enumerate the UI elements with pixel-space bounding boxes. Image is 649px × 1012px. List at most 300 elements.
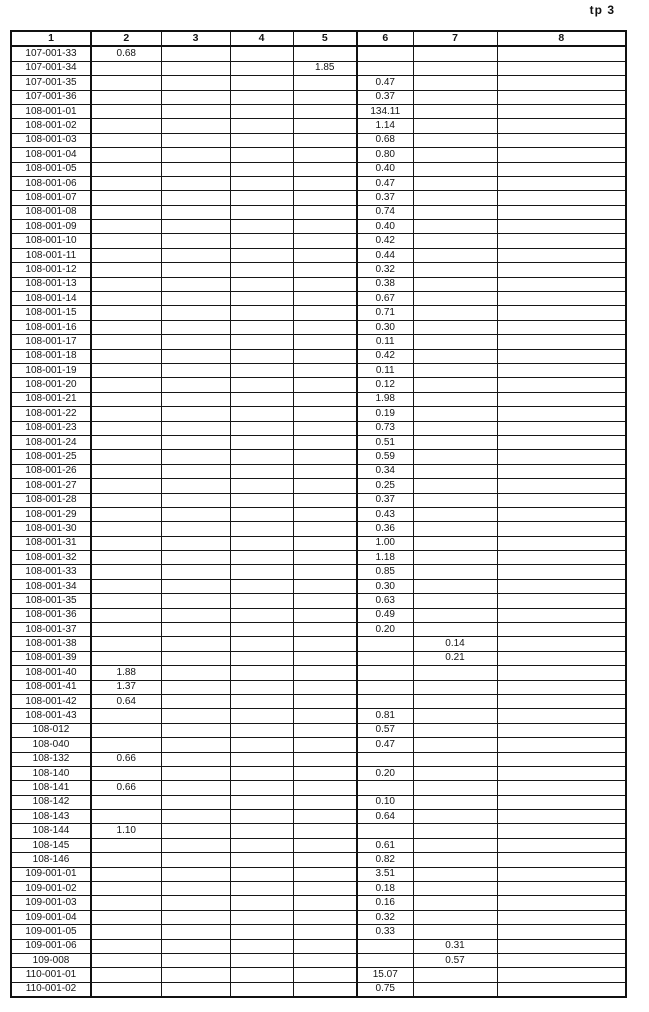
value-cell	[230, 853, 293, 867]
value-cell: 0.14	[413, 637, 497, 651]
value-cell	[91, 982, 161, 997]
value-cell	[230, 666, 293, 680]
value-cell	[161, 853, 230, 867]
row-id-cell: 107-001-33	[11, 46, 91, 61]
value-cell	[161, 61, 230, 75]
value-cell	[161, 910, 230, 924]
column-header-5: 5	[293, 31, 357, 46]
value-cell	[293, 392, 357, 406]
row-id-cell: 108-001-28	[11, 493, 91, 507]
table-row	[11, 133, 626, 147]
value-cell	[230, 623, 293, 637]
value-cell	[161, 623, 230, 637]
value-cell	[91, 104, 161, 118]
value-cell	[161, 709, 230, 723]
value-cell: 0.74	[357, 205, 413, 219]
value-cell	[230, 104, 293, 118]
value-cell	[413, 335, 497, 349]
value-cell	[161, 464, 230, 478]
value-cell	[91, 579, 161, 593]
value-cell	[413, 752, 497, 766]
row-id-cell: 108-144	[11, 824, 91, 838]
value-cell	[497, 479, 626, 493]
table-row	[11, 421, 626, 435]
table-row	[11, 608, 626, 622]
value-cell	[413, 220, 497, 234]
value-cell: 3.51	[357, 867, 413, 881]
value-cell	[293, 709, 357, 723]
value-cell	[161, 176, 230, 190]
value-cell	[161, 925, 230, 939]
value-cell	[413, 968, 497, 982]
row-id-cell: 108-001-24	[11, 435, 91, 449]
value-cell	[230, 795, 293, 809]
value-cell	[230, 392, 293, 406]
value-cell	[413, 407, 497, 421]
value-cell	[91, 882, 161, 896]
value-cell	[497, 522, 626, 536]
value-cell	[497, 910, 626, 924]
value-cell: 0.47	[357, 738, 413, 752]
value-cell	[161, 407, 230, 421]
value-cell	[413, 896, 497, 910]
value-cell	[230, 335, 293, 349]
value-cell	[161, 450, 230, 464]
value-cell	[230, 925, 293, 939]
row-id-cell: 109-001-01	[11, 867, 91, 881]
value-cell	[161, 752, 230, 766]
table-row	[11, 824, 626, 838]
value-cell	[357, 954, 413, 968]
value-cell	[230, 766, 293, 780]
value-cell	[497, 76, 626, 90]
value-cell	[161, 723, 230, 737]
value-cell	[497, 536, 626, 550]
value-cell	[413, 551, 497, 565]
value-cell	[413, 666, 497, 680]
value-cell	[230, 723, 293, 737]
value-cell	[497, 982, 626, 997]
value-cell	[413, 378, 497, 392]
value-cell	[230, 162, 293, 176]
value-cell	[497, 421, 626, 435]
data-table	[10, 30, 627, 998]
value-cell	[293, 608, 357, 622]
value-cell	[230, 594, 293, 608]
row-id-cell: 108-001-30	[11, 522, 91, 536]
value-cell	[413, 320, 497, 334]
value-cell	[230, 910, 293, 924]
table-row	[11, 464, 626, 478]
table-row	[11, 335, 626, 349]
table-row	[11, 450, 626, 464]
value-cell	[497, 882, 626, 896]
value-cell	[91, 853, 161, 867]
value-cell	[293, 536, 357, 550]
value-cell	[357, 637, 413, 651]
value-cell	[293, 723, 357, 737]
value-cell	[497, 579, 626, 593]
value-cell	[91, 565, 161, 579]
value-cell	[161, 133, 230, 147]
value-cell	[161, 90, 230, 104]
row-id-cell: 107-001-34	[11, 61, 91, 75]
value-cell	[413, 61, 497, 75]
value-cell: 15.07	[357, 968, 413, 982]
table-row	[11, 392, 626, 406]
table-row	[11, 76, 626, 90]
row-id-cell: 108-001-15	[11, 306, 91, 320]
value-cell	[293, 968, 357, 982]
value-cell	[413, 766, 497, 780]
value-cell: 0.71	[357, 306, 413, 320]
value-cell	[91, 306, 161, 320]
value-cell	[413, 810, 497, 824]
value-cell	[230, 867, 293, 881]
value-cell	[161, 666, 230, 680]
table-row	[11, 723, 626, 737]
value-cell	[413, 176, 497, 190]
value-cell	[161, 507, 230, 521]
table-row	[11, 507, 626, 521]
value-cell	[293, 594, 357, 608]
value-cell	[91, 176, 161, 190]
value-cell: 0.20	[357, 766, 413, 780]
value-cell: 0.25	[357, 479, 413, 493]
value-cell	[230, 407, 293, 421]
value-cell	[413, 594, 497, 608]
value-cell	[293, 90, 357, 104]
value-cell	[230, 220, 293, 234]
row-id-cell: 108-001-27	[11, 479, 91, 493]
value-cell: 0.80	[357, 148, 413, 162]
value-cell	[293, 853, 357, 867]
value-cell	[91, 608, 161, 622]
table-row	[11, 651, 626, 665]
row-id-cell: 108-001-37	[11, 623, 91, 637]
value-cell	[413, 104, 497, 118]
value-cell	[293, 248, 357, 262]
value-cell	[161, 479, 230, 493]
row-id-cell: 108-001-11	[11, 248, 91, 262]
row-id-cell: 108-001-13	[11, 277, 91, 291]
value-cell	[413, 838, 497, 852]
table-row	[11, 910, 626, 924]
value-cell	[293, 234, 357, 248]
table-row	[11, 148, 626, 162]
value-cell	[91, 723, 161, 737]
value-cell	[230, 752, 293, 766]
value-cell	[413, 349, 497, 363]
value-cell	[161, 522, 230, 536]
value-cell	[91, 968, 161, 982]
value-cell	[230, 176, 293, 190]
value-cell: 0.32	[357, 910, 413, 924]
value-cell	[413, 536, 497, 550]
table-row	[11, 795, 626, 809]
value-cell	[230, 781, 293, 795]
value-cell: 0.12	[357, 378, 413, 392]
value-cell	[161, 119, 230, 133]
value-cell	[230, 608, 293, 622]
value-cell	[497, 263, 626, 277]
value-cell	[413, 522, 497, 536]
value-cell	[161, 939, 230, 953]
value-cell	[497, 378, 626, 392]
value-cell: 1.14	[357, 119, 413, 133]
value-cell: 0.37	[357, 90, 413, 104]
value-cell	[91, 263, 161, 277]
value-cell: 0.47	[357, 176, 413, 190]
value-cell	[497, 651, 626, 665]
value-cell	[413, 867, 497, 881]
table-row	[11, 277, 626, 291]
value-cell: 0.66	[91, 752, 161, 766]
value-cell	[293, 435, 357, 449]
row-id-cell: 108-001-43	[11, 709, 91, 723]
value-cell	[91, 277, 161, 291]
value-cell	[413, 263, 497, 277]
table-row	[11, 752, 626, 766]
value-cell	[293, 507, 357, 521]
value-cell	[91, 320, 161, 334]
value-cell: 0.57	[357, 723, 413, 737]
row-id-cell: 108-001-32	[11, 551, 91, 565]
row-id-cell: 108-145	[11, 838, 91, 852]
value-cell	[413, 46, 497, 61]
value-cell	[357, 939, 413, 953]
value-cell	[91, 507, 161, 521]
value-cell	[497, 220, 626, 234]
value-cell	[293, 133, 357, 147]
value-cell	[230, 450, 293, 464]
value-cell	[497, 810, 626, 824]
value-cell: 0.82	[357, 853, 413, 867]
row-id-cell: 108-001-03	[11, 133, 91, 147]
row-id-cell: 108-001-04	[11, 148, 91, 162]
value-cell	[161, 637, 230, 651]
value-cell	[497, 450, 626, 464]
value-cell	[293, 263, 357, 277]
value-cell: 0.30	[357, 320, 413, 334]
row-id-cell: 108-001-21	[11, 392, 91, 406]
table-row	[11, 853, 626, 867]
value-cell	[413, 723, 497, 737]
value-cell: 0.85	[357, 565, 413, 579]
value-cell	[230, 263, 293, 277]
row-id-cell: 108-001-25	[11, 450, 91, 464]
value-cell	[497, 666, 626, 680]
value-cell	[413, 464, 497, 478]
value-cell	[91, 162, 161, 176]
value-cell	[91, 421, 161, 435]
row-id-cell: 108-001-39	[11, 651, 91, 665]
value-cell: 1.98	[357, 392, 413, 406]
value-cell	[91, 90, 161, 104]
value-cell	[230, 421, 293, 435]
value-cell	[91, 551, 161, 565]
value-cell: 1.88	[91, 666, 161, 680]
value-cell	[161, 594, 230, 608]
value-cell	[230, 882, 293, 896]
value-cell	[161, 220, 230, 234]
table-row	[11, 205, 626, 219]
value-cell	[91, 651, 161, 665]
value-cell	[230, 464, 293, 478]
value-cell: 0.44	[357, 248, 413, 262]
value-cell	[413, 306, 497, 320]
table-row	[11, 119, 626, 133]
table-row	[11, 90, 626, 104]
value-cell	[91, 248, 161, 262]
row-id-cell: 108-001-07	[11, 191, 91, 205]
value-cell	[161, 680, 230, 694]
value-cell: 0.42	[357, 349, 413, 363]
value-cell	[91, 335, 161, 349]
value-cell	[230, 46, 293, 61]
value-cell: 0.21	[413, 651, 497, 665]
value-cell	[230, 349, 293, 363]
value-cell	[413, 982, 497, 997]
value-cell	[161, 191, 230, 205]
value-cell	[497, 90, 626, 104]
value-cell	[293, 954, 357, 968]
value-cell	[230, 277, 293, 291]
table-row	[11, 176, 626, 190]
value-cell	[91, 119, 161, 133]
row-id-cell: 108-001-40	[11, 666, 91, 680]
value-cell	[497, 363, 626, 377]
table-row	[11, 320, 626, 334]
table-row	[11, 46, 626, 61]
value-cell	[293, 205, 357, 219]
value-cell	[91, 637, 161, 651]
value-cell: 0.30	[357, 579, 413, 593]
value-cell: 0.49	[357, 608, 413, 622]
value-cell: 0.68	[357, 133, 413, 147]
value-cell: 0.37	[357, 191, 413, 205]
value-cell	[497, 709, 626, 723]
row-id-cell: 108-142	[11, 795, 91, 809]
row-id-cell: 108-001-19	[11, 363, 91, 377]
value-cell: 0.81	[357, 709, 413, 723]
table-row	[11, 234, 626, 248]
row-id-cell: 109-001-06	[11, 939, 91, 953]
row-id-cell: 108-001-36	[11, 608, 91, 622]
value-cell	[293, 795, 357, 809]
value-cell: 0.10	[357, 795, 413, 809]
value-cell	[230, 637, 293, 651]
row-id-cell: 108-001-02	[11, 119, 91, 133]
table-row	[11, 191, 626, 205]
value-cell	[497, 637, 626, 651]
value-cell	[91, 61, 161, 75]
value-cell: 134.11	[357, 104, 413, 118]
value-cell	[413, 623, 497, 637]
value-cell: 0.59	[357, 450, 413, 464]
value-cell	[230, 954, 293, 968]
value-cell	[161, 579, 230, 593]
value-cell	[497, 968, 626, 982]
value-cell	[413, 882, 497, 896]
value-cell	[497, 896, 626, 910]
table-row	[11, 709, 626, 723]
value-cell	[293, 162, 357, 176]
row-id-cell: 110-001-01	[11, 968, 91, 982]
value-cell	[161, 277, 230, 291]
value-cell: 0.40	[357, 220, 413, 234]
value-cell	[293, 176, 357, 190]
value-cell	[497, 46, 626, 61]
value-cell: 1.00	[357, 536, 413, 550]
value-cell	[293, 694, 357, 708]
value-cell	[230, 191, 293, 205]
value-cell	[497, 162, 626, 176]
value-cell	[161, 104, 230, 118]
table-row	[11, 781, 626, 795]
value-cell	[230, 61, 293, 75]
value-cell	[293, 46, 357, 61]
value-cell	[293, 522, 357, 536]
value-cell	[230, 507, 293, 521]
value-cell	[413, 119, 497, 133]
value-cell	[357, 61, 413, 75]
value-cell: 0.64	[357, 810, 413, 824]
value-cell	[91, 392, 161, 406]
row-id-cell: 110-001-02	[11, 982, 91, 997]
value-cell	[91, 464, 161, 478]
table-header-row	[11, 31, 626, 46]
value-cell	[161, 608, 230, 622]
value-cell	[230, 939, 293, 953]
value-cell	[413, 579, 497, 593]
value-cell	[497, 292, 626, 306]
value-cell	[91, 479, 161, 493]
row-id-cell: 108-001-26	[11, 464, 91, 478]
value-cell	[497, 853, 626, 867]
value-cell	[293, 378, 357, 392]
row-id-cell: 108-040	[11, 738, 91, 752]
row-id-cell: 109-001-05	[11, 925, 91, 939]
table-row	[11, 378, 626, 392]
value-cell	[497, 752, 626, 766]
value-cell: 0.19	[357, 407, 413, 421]
value-cell	[413, 435, 497, 449]
table-row	[11, 162, 626, 176]
value-cell	[161, 982, 230, 997]
value-cell	[293, 493, 357, 507]
row-id-cell: 108-001-06	[11, 176, 91, 190]
page-number-label: tp 3	[589, 3, 615, 17]
value-cell	[497, 507, 626, 521]
value-cell	[413, 910, 497, 924]
value-cell	[497, 680, 626, 694]
value-cell	[497, 148, 626, 162]
value-cell	[91, 954, 161, 968]
value-cell	[413, 738, 497, 752]
value-cell	[230, 680, 293, 694]
value-cell	[293, 191, 357, 205]
table-row	[11, 363, 626, 377]
row-id-cell: 108-001-05	[11, 162, 91, 176]
table-row	[11, 306, 626, 320]
value-cell	[91, 450, 161, 464]
value-cell	[161, 781, 230, 795]
value-cell	[161, 536, 230, 550]
value-cell	[413, 191, 497, 205]
value-cell	[497, 594, 626, 608]
table-row	[11, 968, 626, 982]
